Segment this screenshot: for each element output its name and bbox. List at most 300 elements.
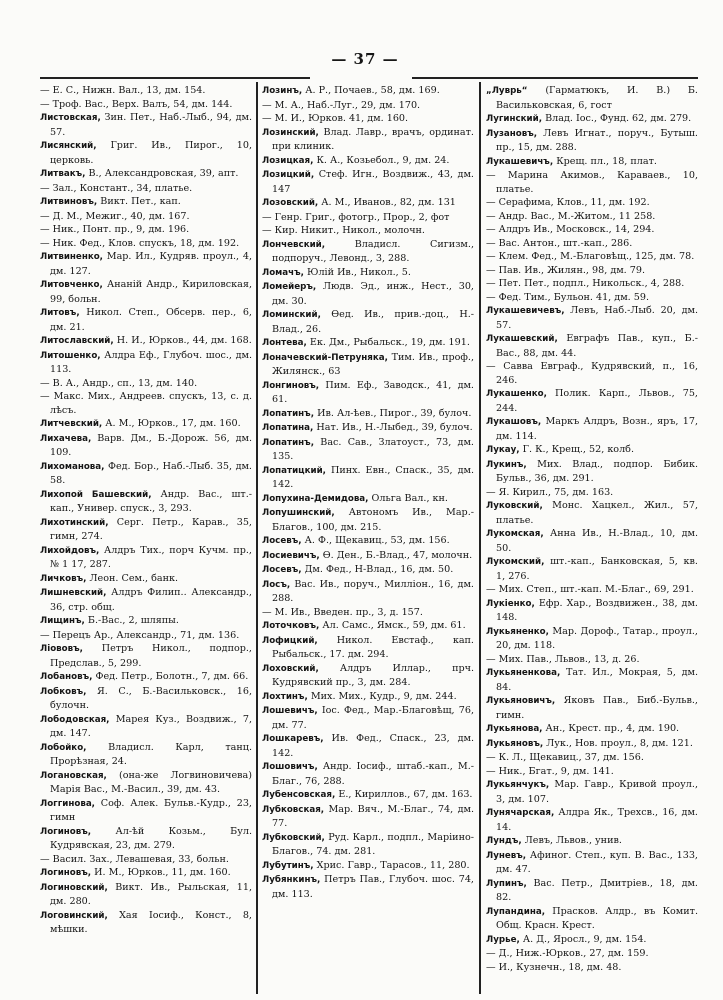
directory-entry bbox=[40, 460, 252, 488]
directory-entry bbox=[40, 685, 252, 713]
directory-entry bbox=[486, 264, 698, 278]
entry-details: Анна Ив., Н.-Влад., 10, дм. 50. bbox=[496, 528, 698, 554]
entry-details: Маркъ Алдръ, Возн., яръ, 17, дм. 114. bbox=[496, 416, 698, 442]
entry-details: Автономъ Ив., Мар.-Благов., 100, дм. 215. bbox=[272, 507, 474, 533]
entry-details: А. Ф., Щекавиц., 53, дм. 156. bbox=[304, 535, 450, 546]
directory-column-1 bbox=[40, 84, 252, 994]
entry-details: А. М., Иванов., 82, дм. 131 bbox=[321, 197, 456, 208]
directory-entry bbox=[262, 464, 474, 492]
directory-entry bbox=[486, 765, 698, 779]
entry-surname: Лубутинъ, bbox=[262, 860, 314, 871]
directory-entry bbox=[486, 277, 698, 291]
directory-entry bbox=[486, 304, 698, 332]
directory-entry bbox=[486, 443, 698, 458]
directory-entry bbox=[40, 866, 252, 881]
entry-details: — Перецъ Ар., Александр., 71, дм. 136. bbox=[40, 629, 240, 641]
directory-entry bbox=[40, 572, 252, 587]
entry-surname: Лохтинъ, bbox=[262, 691, 308, 702]
directory-entry bbox=[262, 224, 474, 238]
directory-entry bbox=[262, 803, 474, 831]
directory-entry bbox=[486, 250, 698, 264]
directory-entry bbox=[262, 84, 474, 99]
directory-entry bbox=[262, 732, 474, 760]
entry-details: — Д. М., Межиг., 40, дм. 167. bbox=[40, 210, 190, 222]
entry-surname: Лобковъ, bbox=[40, 686, 87, 697]
directory-entry bbox=[262, 211, 474, 225]
entry-surname: Литовъ, bbox=[40, 308, 80, 318]
directory-entry bbox=[40, 250, 252, 278]
directory-entry bbox=[262, 873, 474, 901]
entry-surname: Литвакъ, bbox=[40, 169, 86, 179]
directory-entry bbox=[486, 961, 698, 975]
entry-surname: Лопатинъ, bbox=[262, 437, 315, 448]
entry-details: — Савва Евграф., Кудрявский, п., 16, 246. bbox=[486, 361, 698, 386]
entry-details: Хрис. Гавр., Тарасов., 11, 280. bbox=[316, 859, 470, 871]
entry-details: Стеф. Игн., Воздвиж., 43, дм. 147 bbox=[272, 169, 474, 195]
directory-entry bbox=[262, 578, 474, 606]
entry-details: Прасков. Алдр., въ Комит. Общ. Красн. Крест. bbox=[496, 905, 698, 931]
directory-entry bbox=[40, 909, 252, 937]
directory-entry bbox=[486, 415, 698, 443]
entry-details: шт.-кап., Банковская, 5, кв. 1, 276. bbox=[496, 556, 698, 582]
directory-entry bbox=[486, 722, 698, 737]
directory-entry bbox=[40, 98, 252, 112]
entry-surname: Лукашовъ, bbox=[486, 417, 542, 427]
entry-details: — В. А., Андр., сп., 13, дм. 140. bbox=[40, 377, 198, 389]
entry-details: — М. Ив., Введен. пр., 3, д. 157. bbox=[262, 606, 423, 618]
directory-entry bbox=[262, 238, 474, 266]
entry-details: Г. К., Крещ., 52, колб. bbox=[522, 444, 635, 455]
directory-entry bbox=[262, 126, 474, 154]
entry-surname: Логиновский, bbox=[40, 882, 108, 893]
header-rule-left bbox=[40, 77, 310, 79]
entry-surname: Лофицкий, bbox=[262, 635, 318, 646]
directory-entry bbox=[262, 421, 474, 436]
entry-details: — Мих. Пав., Львов., 13, д. 26. bbox=[486, 653, 640, 665]
entry-surname: Лошевичъ, bbox=[262, 706, 318, 716]
directory-entry bbox=[40, 713, 252, 741]
directory-entry bbox=[40, 195, 252, 210]
entry-details: Никол. Степ., Обсерв. пер., 6, дм. 21. bbox=[50, 307, 252, 333]
entry-surname: Лопухина-Демидова, bbox=[262, 493, 369, 504]
entry-details: Евграфъ Пав., куп., Б.-Вас., 88, дм. 44. bbox=[496, 333, 698, 359]
entry-surname: Лопушинский, bbox=[262, 508, 335, 518]
entry-details: — Троф. Вас., Верх. Валъ, 54, дм. 144. bbox=[40, 98, 233, 110]
directory-entry bbox=[486, 666, 698, 694]
entry-details: Влад. Іос., Фунд. 62, дм. 279. bbox=[545, 113, 692, 124]
directory-entry bbox=[262, 506, 474, 534]
entry-details: — Ник. Фед., Клов. спускъ, 18, дм. 192. bbox=[40, 237, 240, 249]
entry-details: Вас. Петр., Дмитріев., 18, дм. 82. bbox=[496, 877, 698, 903]
directory-column-2 bbox=[262, 84, 474, 994]
entry-details: Левъ Игнат., поруч., Бутыш. пр., 15, дм. 288. bbox=[496, 127, 698, 153]
entry-surname: Лончевский, bbox=[262, 239, 326, 250]
entry-surname: Луневъ, bbox=[486, 850, 527, 861]
directory-entry bbox=[486, 555, 698, 583]
entry-details: — Ник., Понт. пр., 9, дм. 196. bbox=[40, 224, 190, 235]
entry-details: Ефр. Хар., Воздвижен., 38, дм. 148. bbox=[496, 597, 698, 623]
directory-entry bbox=[40, 237, 252, 251]
directory-entry bbox=[40, 377, 252, 391]
entry-surname: Лукьяненко, bbox=[486, 626, 549, 637]
entry-surname: Лупинъ, bbox=[486, 878, 527, 889]
entry-surname: Литославский, bbox=[40, 336, 114, 346]
entry-surname: Лозинский, bbox=[262, 127, 319, 138]
directory-column-3 bbox=[486, 84, 698, 994]
entry-surname: Лихопой Башевский, bbox=[40, 489, 152, 500]
entry-details: — М. И., Юрков. 41, дм. 160. bbox=[262, 113, 409, 124]
entry-details: Алдръ Филип.. Александр., 36, стр. общ. bbox=[50, 587, 252, 613]
entry-details: Ив. Фед., Спаск., 23, дм. 142. bbox=[272, 733, 474, 759]
entry-surname: Лукашевичъ, bbox=[486, 156, 554, 167]
entry-details: Ѳ. Ден., Б.-Влад., 47, молочн. bbox=[322, 549, 473, 561]
entry-details: Полик. Карп., Львов., 75, 244. bbox=[496, 388, 698, 414]
entry-details: Никол. Евстаф., кап. Рыбальск., 17. дм. 294. bbox=[272, 634, 474, 660]
entry-surname: Лiововъ, bbox=[40, 644, 83, 654]
directory-entry bbox=[40, 111, 252, 139]
directory-entry bbox=[262, 634, 474, 662]
directory-entry bbox=[40, 223, 252, 237]
directory-entry bbox=[486, 751, 698, 765]
directory-entry bbox=[486, 84, 698, 112]
directory-entry bbox=[262, 831, 474, 859]
directory-entry bbox=[486, 877, 698, 905]
entry-surname: Лосиевичъ, bbox=[262, 550, 320, 561]
entry-surname: Лошовичъ, bbox=[262, 762, 318, 772]
directory-entry bbox=[262, 99, 474, 113]
page-number: — 37 — bbox=[331, 50, 399, 68]
entry-surname: Литовченко, bbox=[40, 280, 103, 290]
directory-entry bbox=[262, 280, 474, 308]
entry-details: Андр. Іосиф., штаб.-кап., М.-Благ., 76, 288. bbox=[272, 761, 474, 787]
directory-entry bbox=[486, 486, 698, 500]
entry-details: Викт. Пет., кап. bbox=[100, 196, 181, 207]
entry-details: Григ. Ив., Пирог., 10, церковь. bbox=[50, 140, 252, 166]
entry-details: Владисл. Сигизм., подпоруч., Левонд., 3, 288. bbox=[272, 238, 474, 264]
entry-details: Людв. Эд., инж., Нест., 30, дм. 30. bbox=[272, 281, 474, 307]
entry-details: Вас. Сав., Златоуст., 73, дм. 135. bbox=[272, 436, 474, 462]
directory-entry bbox=[40, 488, 252, 516]
entry-details: И. М., Юрков., 11, дм. 160. bbox=[94, 867, 231, 878]
entry-surname: Литошенко, bbox=[40, 350, 101, 361]
directory-entry bbox=[40, 306, 252, 334]
entry-details: Ек. Дм., Рыбальск., 19, дм. 191. bbox=[309, 337, 470, 348]
directory-entry bbox=[262, 563, 474, 578]
entry-details: Алдра Як., Трехсв., 16, дм. 14. bbox=[496, 807, 698, 833]
entry-details: — М. А., Наб.-Луг., 29, дм. 170. bbox=[262, 99, 421, 111]
header-rule-right bbox=[412, 77, 698, 79]
directory-entry bbox=[40, 797, 252, 825]
entry-details: Леон. Сем., банк. bbox=[89, 572, 179, 584]
entry-surname: Ломинский, bbox=[262, 310, 321, 320]
entry-details: Викт. Ив., Рыльская, 11, дм. 280. bbox=[50, 881, 252, 907]
directory-entry bbox=[262, 534, 474, 549]
directory-entry bbox=[486, 583, 698, 597]
directory-entry bbox=[40, 390, 252, 417]
entry-surname: Лозовский, bbox=[262, 198, 319, 208]
entry-details: — Ник., Бгат., 9, дм. 141. bbox=[486, 765, 614, 777]
directory-entry bbox=[486, 947, 698, 961]
entry-details: — Макс. Мих., Андреев. спускъ, 13, с. д. лѣсъ. bbox=[40, 391, 252, 416]
directory-entry bbox=[40, 825, 252, 853]
directory-entry bbox=[486, 625, 698, 653]
entry-surname: Лобойко, bbox=[40, 742, 87, 753]
directory-entry bbox=[40, 614, 252, 629]
entry-details: Іос. Фед., Мар.-Благовѣщ, 76, дм. 77. bbox=[272, 705, 474, 731]
directory-entry bbox=[40, 670, 252, 685]
entry-surname: Лонгиновъ, bbox=[262, 380, 320, 391]
entry-surname: Логиновъ, bbox=[40, 826, 92, 837]
entry-details: Е., Кириллов., 67, дм. 163. bbox=[338, 789, 473, 800]
entry-details: Алдръ Тих., порч Кучм. пр., № 1 17, 287. bbox=[50, 544, 252, 570]
entry-surname: Лозицкий, bbox=[262, 170, 315, 180]
entry-details: Пинх. Евн., Спаск., 35, дм. 142. bbox=[272, 464, 474, 490]
entry-details: Б.-Вас., 2, шляпы. bbox=[87, 615, 179, 626]
entry-details: Алдра Еф., Глубоч. шос., дм. 113. bbox=[50, 349, 252, 375]
directory-entry bbox=[486, 597, 698, 625]
entry-surname: Лобановъ, bbox=[40, 672, 93, 682]
entry-details: — Генр. Григ., фотогр., Прор., 2, фот bbox=[262, 211, 450, 223]
entry-surname: Лоховский, bbox=[262, 663, 319, 674]
entry-details: Дм. Фед., Н-Влад., 16, дм. 50. bbox=[304, 564, 454, 575]
entry-details: Левъ, Наб.-Лыб. 20, дм. 57. bbox=[496, 305, 698, 331]
entry-surname: „Луврь“ bbox=[486, 86, 528, 96]
directory-entry bbox=[40, 586, 252, 614]
directory-entry bbox=[40, 432, 252, 460]
entry-details: Ал. Самс., Ямск., 59, дм. 61. bbox=[322, 620, 466, 631]
directory-entry bbox=[262, 336, 474, 351]
entry-surname: Лозицкая, bbox=[262, 155, 314, 166]
entry-details: — Серафима, Клов., 11, дм. 192. bbox=[486, 197, 650, 208]
directory-entry bbox=[40, 741, 252, 769]
directory-entry bbox=[486, 223, 698, 237]
entry-details: Руд. Карл., подпл., Марiино-Благов., 74. дм. 281. bbox=[272, 831, 474, 857]
entry-surname: Лозинъ, bbox=[262, 86, 303, 96]
entry-details: — Я. Кирил., 75, дм. 163. bbox=[486, 486, 614, 498]
entry-surname: Лукашевский, bbox=[486, 334, 558, 344]
directory-entry bbox=[486, 387, 698, 415]
entry-surname: Лопатицкий, bbox=[262, 465, 326, 476]
directory-entry bbox=[40, 139, 252, 167]
entry-details: — И., Кузнечн., 18, дм. 48. bbox=[486, 961, 622, 973]
entry-surname: Лопатинъ, bbox=[262, 408, 315, 419]
entry-surname: Лундъ, bbox=[486, 836, 522, 846]
entry-details: Фед. Петр., Болотн., 7, дм. 66. bbox=[95, 671, 249, 682]
directory-entry bbox=[40, 349, 252, 377]
entry-details: Марея Куз., Воздвиж., 7, дм. 147. bbox=[50, 713, 252, 739]
entry-details: — Фед. Тим., Бульон. 41, дм. 59. bbox=[486, 291, 650, 303]
entry-surname: Лукомский, bbox=[486, 557, 545, 567]
entry-details: Серг. Петр., Карав., 35, гимн, 274. bbox=[50, 516, 252, 542]
entry-surname: Лукомская, bbox=[486, 529, 544, 539]
directory-entry bbox=[486, 653, 698, 667]
entry-surname: Лузановъ, bbox=[486, 128, 538, 139]
directory-entry bbox=[486, 527, 698, 555]
entry-surname: Лукашенко, bbox=[486, 389, 547, 399]
entry-surname: Литвиновъ, bbox=[40, 197, 98, 207]
entry-details: Левъ, Львов., унив. bbox=[524, 835, 622, 846]
entry-surname: Лубенсовская, bbox=[262, 790, 336, 800]
entry-details: К. А., Козьебол., 9, дм. 24. bbox=[316, 154, 450, 166]
entry-surname: Лурье, bbox=[486, 934, 520, 945]
entry-details: Тат. Ил., Мокрая, 5, дм. 84. bbox=[496, 667, 698, 693]
directory-entry bbox=[486, 458, 698, 486]
directory-entry bbox=[40, 167, 252, 182]
entry-details: Петръ Никол., подпор., Предслав., 5, 299. bbox=[50, 643, 252, 669]
entry-surname: Лосевъ, bbox=[262, 565, 302, 575]
entry-details: Соф. Алек. Бульв.-Кудр., 23, гимн bbox=[50, 797, 252, 823]
entry-details: Андр. Вас., шт.-кап., Универ. спуск., 3, 293. bbox=[50, 488, 252, 514]
entry-surname: Логиновъ, bbox=[40, 868, 92, 878]
directory-entry bbox=[262, 760, 474, 788]
directory-entry bbox=[262, 436, 474, 464]
entry-surname: Личковъ, bbox=[40, 573, 87, 584]
entry-details: А. Р., Почаев., 58, дм. 169. bbox=[305, 85, 440, 96]
entry-surname: Луковский, bbox=[486, 501, 543, 511]
entry-details: Алдръ Иллар., прч. Кудрявский пр., 3, дм. 284. bbox=[272, 662, 474, 688]
entry-details: Мих. Мих., Кудр., 9, дм. 244. bbox=[310, 690, 457, 702]
entry-details: Вас. Ив., поруч., Миллiон., 16, дм. 288. bbox=[272, 578, 474, 604]
entry-surname: Лоточковъ, bbox=[262, 621, 320, 631]
entry-details: Ѳед. Ив., прив.-доц., Н.-Влад., 26. bbox=[272, 309, 474, 335]
directory-entry bbox=[262, 859, 474, 874]
entry-surname: Логановская, bbox=[40, 770, 107, 781]
directory-entry bbox=[40, 516, 252, 544]
directory-entry bbox=[486, 169, 698, 196]
directory-entry bbox=[262, 788, 474, 803]
entry-surname: Ломачъ, bbox=[262, 267, 304, 278]
entry-surname: Лоначевский-Петруняка, bbox=[262, 352, 388, 363]
directory-entry bbox=[262, 492, 474, 507]
entry-details: Мар. Гавр., Кривой проул., 3, дм. 107. bbox=[496, 779, 698, 805]
directory-entry bbox=[486, 155, 698, 170]
entry-surname: Литвиненко, bbox=[40, 252, 103, 262]
directory-entry bbox=[486, 360, 698, 387]
entry-details: — Васил. Зах., Левашевая, 33, больн. bbox=[40, 853, 229, 865]
entry-surname: Лунячарская, bbox=[486, 808, 555, 818]
entry-surname: Лупандина, bbox=[486, 906, 546, 917]
entry-surname: Лукинъ, bbox=[486, 459, 527, 470]
directory-entry bbox=[262, 168, 474, 196]
entry-surname: Лукашевичевъ, bbox=[486, 306, 565, 316]
directory-entry bbox=[40, 278, 252, 306]
entry-surname: Лопатина, bbox=[262, 423, 314, 433]
entry-details: — Клем. Фед., М.-Благовѣщ., 125, дм. 78. bbox=[486, 251, 695, 262]
entry-details: Варв. Дм., Б.-Дорож. 56, дм. 109. bbox=[50, 432, 252, 458]
entry-details: Мих. Влад., подпор. Бибик. Бульв., 36, дм. 291. bbox=[496, 458, 698, 484]
directory-entry bbox=[262, 196, 474, 211]
directory-entry bbox=[40, 334, 252, 349]
entry-details: Ольга Вал., кн. bbox=[371, 492, 448, 504]
entry-details: Нат. Ив., Н.-Лыбед., 39, булоч. bbox=[316, 422, 473, 433]
entry-details: — Д., Ниж.-Юрков., 27, дм. 159. bbox=[486, 948, 649, 959]
entry-details: — Марина Акимов., Караваев., 10, платье. bbox=[486, 170, 698, 195]
directory-entry bbox=[262, 619, 474, 634]
entry-details: А. Д., Яросл., 9, дм. 154. bbox=[522, 933, 647, 945]
directory-entry bbox=[40, 544, 252, 572]
entry-details: — К. Л., Щекавиц., 37, дм. 156. bbox=[486, 752, 644, 763]
entry-surname: Лукьянчукъ, bbox=[486, 780, 550, 790]
entry-details: Лук., Нов. проул., 8, дм. 121. bbox=[546, 737, 693, 749]
entry-surname: Логгинова, bbox=[40, 798, 95, 809]
directory-entry bbox=[486, 499, 698, 527]
entry-surname: Лосевъ, bbox=[262, 536, 302, 546]
entry-details: Афиног. Степ., куп. В. Вас., 133, дм. 47. bbox=[496, 849, 698, 875]
directory-entry bbox=[40, 84, 252, 98]
entry-details: Владисл. Карл, танц. Прорѣзная, 24. bbox=[50, 741, 252, 767]
directory-entry bbox=[262, 662, 474, 690]
entry-details: Я. С., Б.-Васильковск., 16, булочн. bbox=[50, 685, 252, 711]
entry-details: Тим. Ив., проф., Жилянск., 63 bbox=[272, 351, 474, 377]
entry-details: — Пав. Ив., Жилян., 98, дм. 79. bbox=[486, 264, 646, 276]
column-divider-1 bbox=[256, 82, 258, 994]
entry-details: (Гарматюкъ, И. В.) Б. Васильковская, 6, гост bbox=[496, 85, 698, 111]
entry-details: Крещ. пл., 18, плат. bbox=[556, 155, 657, 167]
entry-details: Мар. Вяч., М.-Благ., 74, дм. 77. bbox=[272, 803, 474, 829]
entry-details: Ананій Андр., Кириловская, 99, больн. bbox=[50, 279, 252, 305]
directory-entry bbox=[262, 690, 474, 705]
directory-entry bbox=[262, 704, 474, 732]
directory-entry bbox=[262, 549, 474, 564]
entry-details: — Андр. Вас., М.-Житом., 11 258. bbox=[486, 210, 656, 222]
directory-entry bbox=[262, 407, 474, 422]
entry-surname: Лихачева, bbox=[40, 433, 92, 444]
entry-details: Петръ Пав., Глубоч. шос. 74, дм. 113. bbox=[272, 874, 474, 900]
directory-entry bbox=[40, 853, 252, 867]
directory-entry bbox=[40, 210, 252, 224]
entry-surname: Лубковский, bbox=[262, 832, 325, 843]
entry-surname: Лукьяновичъ, bbox=[486, 696, 556, 706]
directory-entry bbox=[486, 112, 698, 127]
column-divider-2 bbox=[479, 82, 481, 994]
entry-surname: Лукiенко, bbox=[486, 598, 535, 609]
entry-details: Фед. Бор., Наб.-Лыб. 35, дм. 58. bbox=[50, 460, 252, 486]
directory-entry bbox=[262, 379, 474, 407]
entry-surname: Лихойдовъ, bbox=[40, 545, 100, 556]
directory-entry bbox=[486, 737, 698, 752]
entry-details: Ал-ѣй Козьм., Бул. Кудрявская, 23, дм. 279. bbox=[50, 825, 252, 851]
entry-details: Мар. Ил., Кудряв. проул., 4, дм. 127. bbox=[50, 251, 252, 277]
entry-surname: Лубянкинъ, bbox=[262, 875, 321, 885]
directory-entry bbox=[40, 629, 252, 643]
entry-surname: Лосъ, bbox=[262, 579, 291, 590]
entry-surname: Лищинъ, bbox=[40, 616, 85, 626]
entry-details: А. М., Юрков., 17, дм. 160. bbox=[105, 418, 241, 429]
entry-surname: Логовинский, bbox=[40, 910, 108, 921]
entry-details: — Вас. Антон., шт.-кап., 286. bbox=[486, 237, 633, 249]
directory-entry bbox=[486, 210, 698, 224]
entry-details: (она-же Логвиновичева) Марія Вас., М.-Васил., 39, дм. 43. bbox=[50, 769, 252, 795]
directory-entry bbox=[40, 642, 252, 670]
entry-surname: Лонтева, bbox=[262, 338, 307, 348]
entry-surname: Лубковская, bbox=[262, 804, 325, 815]
entry-surname: Лихотинский, bbox=[40, 517, 109, 528]
entry-surname: Лугинский, bbox=[486, 114, 543, 124]
entry-surname: Лукьяненкова, bbox=[486, 668, 561, 678]
entry-details: — Алдръ Ив., Московск., 14, 294. bbox=[486, 224, 655, 235]
entry-details: Пим. Еф., Заводск., 41, дм. 61. bbox=[272, 379, 474, 405]
entry-details: — Зал., Констант., 34, платье. bbox=[40, 182, 193, 194]
entry-details: Юлій Ив., Никол., 5. bbox=[307, 266, 411, 278]
directory-entry bbox=[262, 351, 474, 379]
entry-details: Яковъ Пав., Биб.-Бульв., гимн. bbox=[496, 695, 698, 721]
directory-entry bbox=[40, 881, 252, 909]
directory-entry bbox=[486, 291, 698, 305]
entry-details: — Е. С., Нижн. Вал., 13, дм. 154. bbox=[40, 85, 206, 96]
entry-details: Н. И., Юрков., 44, дм. 168. bbox=[116, 335, 252, 346]
directory-entry bbox=[40, 182, 252, 196]
entry-details: В., Александровская, 39, апт. bbox=[88, 168, 239, 179]
